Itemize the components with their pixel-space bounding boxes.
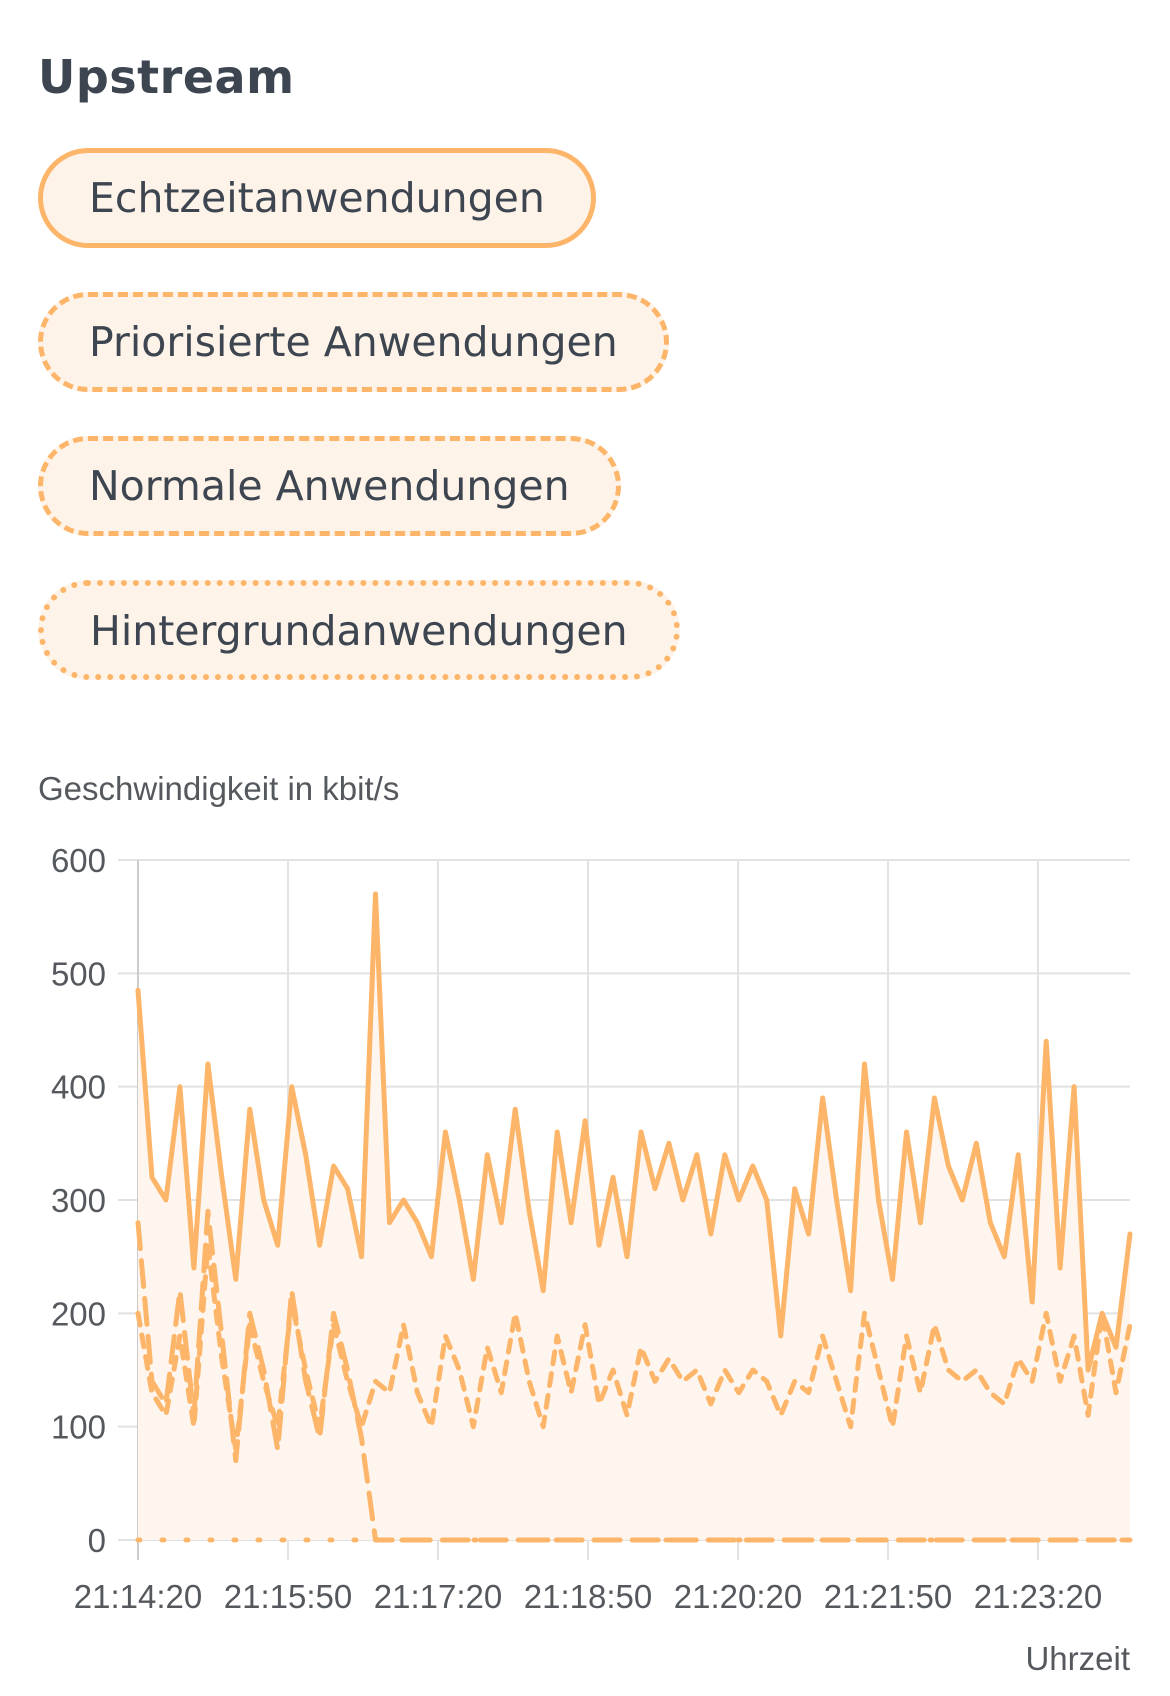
page-title: Upstream [38,50,295,104]
x-tick-label: 21:20:20 [673,1578,803,1615]
legend-toggle-priorisiert[interactable]: Priorisierte Anwendungen [38,292,669,392]
x-tick-label: 21:15:50 [223,1578,353,1615]
x-tick-label: 21:18:50 [523,1578,653,1615]
y-axis-title: Geschwindigkeit in kbit/s [38,770,400,807]
y-ticks [51,842,106,1559]
x-axis-title: Uhrzeit [1025,1640,1130,1677]
x-tick-label: 21:21:50 [823,1578,953,1615]
y-tick-label: 500 [50,955,106,993]
x-tick-label: 21:17:20 [373,1578,503,1615]
x-ticks [74,1578,1102,1615]
y-tick-label: 200 [50,1295,106,1333]
y-tick-label: 100 [50,1408,106,1446]
legend-toggle-normal[interactable]: Normale Anwendungen [38,436,621,536]
series-layer [138,894,1130,1540]
legend-toggle-echtzeit[interactable]: Echtzeitanwendungen [38,148,596,248]
x-tick-label: 21:23:20 [973,1578,1103,1615]
legend-toggle-hintergrund[interactable]: Hintergrundanwendungen [38,580,680,680]
series-area-fill [138,894,1130,1540]
y-tick-label: 0 [87,1522,106,1559]
x-tick-label: 21:14:20 [73,1578,203,1615]
y-tick-label: 300 [50,1182,106,1219]
upstream-line-chart [0,820,1170,1696]
y-tick-label: 600 [50,842,106,879]
y-tick-label: 400 [50,1068,106,1106]
